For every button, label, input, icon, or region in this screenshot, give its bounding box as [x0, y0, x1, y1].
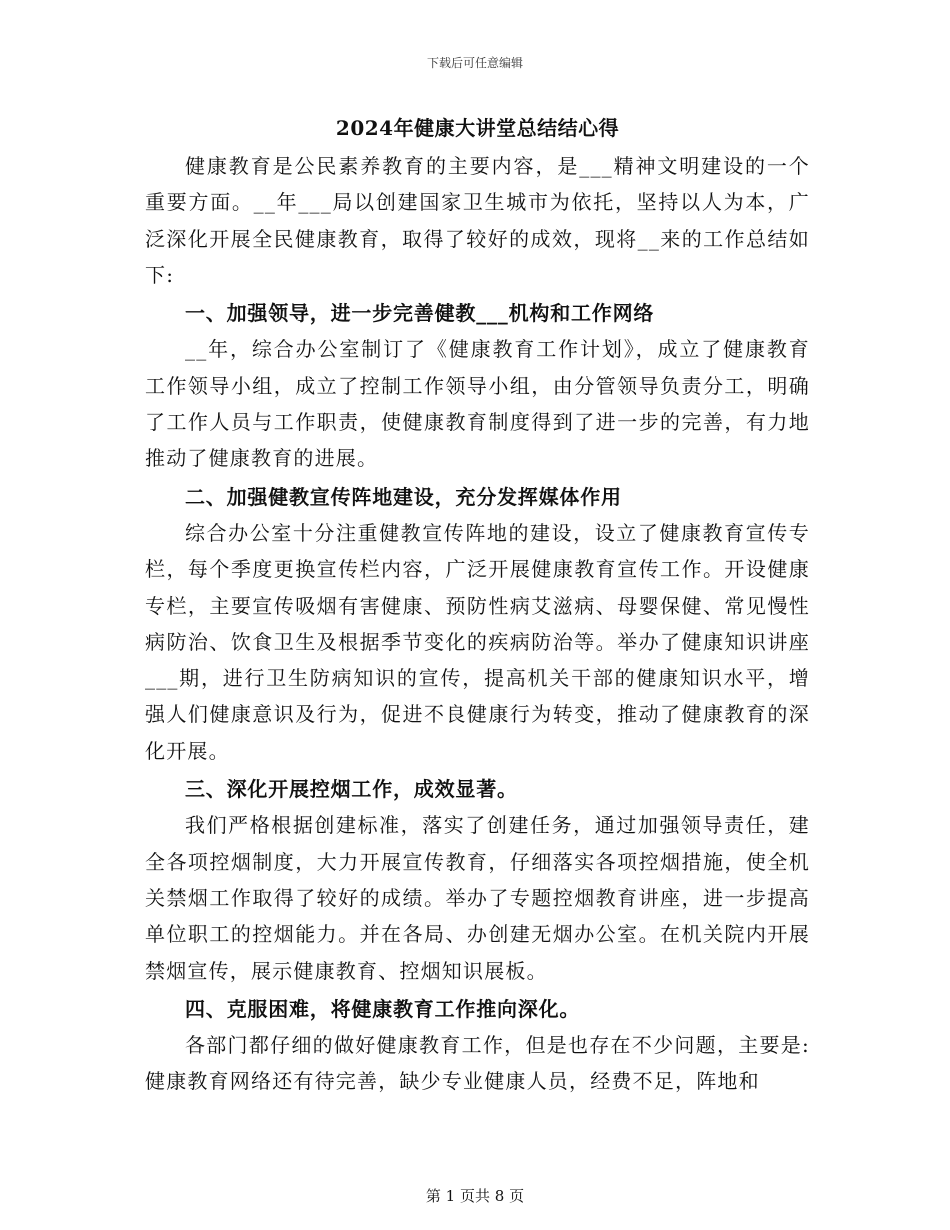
document-title: 2024年健康大讲堂总结结心得 [335, 116, 620, 140]
section-paragraph-4: 各部门都仔细的做好健康教育工作，但是也存在不少问题，主要是:健康教育网络还有待完善，缺少专业健康人员，经费不足，阵地和 [145, 1033, 810, 1094]
section-heading-2: 二、加强健教宣传阵地建设，充分发挥媒体作用 [185, 484, 622, 509]
section-heading-4: 四、克服困难，将健康教育工作推向深化。 [185, 996, 581, 1021]
page-footer: 第 1 页共 8 页 [425, 1187, 525, 1205]
section-paragraph-1: __年，综合办公室制订了《健康教育工作计划》，成立了健康教育工作领导小组，成立了控制工作领导小组，由分管领导负责分工，明确了工作人员与工作职责，使健康教育制度得到了进一步的完善，有力地推动了健康教育的进展。 [145, 337, 810, 471]
header-note: 下载后可任意编辑 [426, 56, 523, 70]
intro-paragraph: 健康教育是公民素养教育的主要内容，是___精神文明建设的一个重要方面。__年___局以创建国家卫生城市为依托，坚持以人为本，广泛深化开展全民健康教育，取得了较好的成效，现将__来的工作总结如下: [145, 154, 810, 287]
section-heading-3: 三、深化开展控烟工作，成效显著。 [185, 777, 518, 802]
section-paragraph-3: 我们严格根据创建标准，落实了创建任务，通过加强领导责任，建全各项控烟制度，大力开展宣传教育，仔细落实各项控烟措施，使全机关禁烟工作取得了较好的成绩。举办了专题控烟教育讲座，进一步提高单位职工的控烟能力。并在各局、办创建无烟办公室。在机关院内开展禁烟宣传，展示健康教育、控烟知识展板。 [145, 813, 810, 983]
document-body [145, 112, 810, 1100]
section-heading-1: 一、加强领导，进一步完善健教___机构和工作网络 [185, 301, 655, 326]
section-paragraph-2: 综合办公室十分注重健教宣传阵地的建设，设立了健康教育宣传专栏，每个季度更换宣传栏内容，广泛开展健康教育宣传工作。开设健康专栏，主要宣传吸烟有害健康、预防性病艾滋病、母婴保健、常见慢性病防治、饮食卫生及根据季节变化的疾病防治等。举办了健康知识讲座___期，进行卫生防病知识的宣传，提高机关干部的健康知识水平，增强人们健康意识及行为，促进不良健康行为转变，推动了健康教育的深化开展。 [145, 520, 810, 763]
